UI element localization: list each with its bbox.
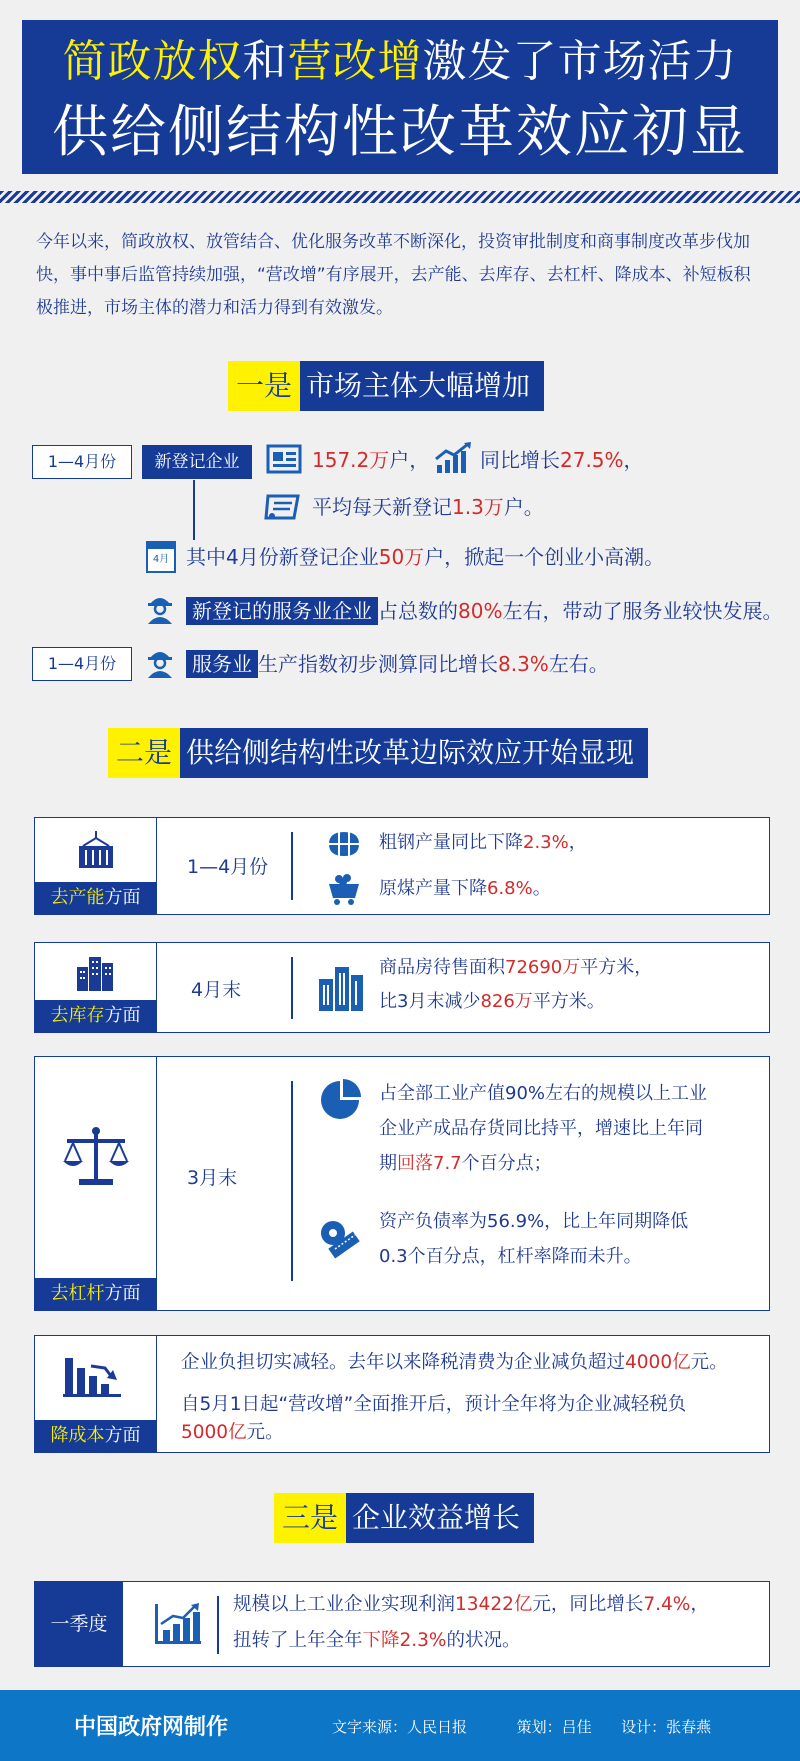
service-production-index [186,649,609,679]
service-value: 80% [458,599,503,623]
section1-number: 一是 [228,361,300,411]
decrease-prefix: 比3月末减少 [379,991,481,1012]
april-prefix: 其中4月份新登记企业 [186,545,379,569]
registration-count-value: 157.2万 [312,448,390,472]
inventory-line-1: 占全部工业产值90%左右的规模以上工业 [379,1083,708,1104]
cost-label-key: 降成本 [50,1425,105,1446]
p1-line3-suffix: 个百分点； [461,1153,552,1174]
leverage-box [34,1056,770,1311]
steel-prefix: 粗钢产量同比下降 [379,832,523,853]
april-value: 50万 [378,545,425,569]
inventory-left-panel [35,943,157,1032]
steel-output [379,828,587,858]
title-banner [22,20,778,174]
calendar-icon [146,541,176,573]
vat-reform-line: 自5月1日起“营改增”全面推开后，预计全年将为企业减轻税负 [181,1394,687,1415]
april-registration [186,542,664,572]
title-line-2: 供给侧结构性改革效应初显 [52,100,748,165]
connector-line [193,480,195,540]
profit-box [34,1581,770,1667]
growth-label: 同比增长 [480,448,560,472]
id-card-icon [266,444,302,474]
cost-box [34,1335,770,1453]
cost-line1-suffix: 元。 [690,1352,728,1373]
gauge-ruler-icon [319,1217,361,1259]
capacity-time: 1—4月份 [187,856,269,878]
reversal-prefix: 扭转了上年全年 [233,1630,363,1651]
growth-end: ， [623,448,644,472]
steel-icon [327,830,361,858]
apartment-icon [317,965,365,1011]
service2-highlight: 服务业 [186,650,258,678]
growth-chart-icon [434,441,474,475]
calendar-month: 4月 [152,554,170,565]
daily-prefix: 平均每天新登记 [312,495,452,519]
pie-chart-icon [319,1079,361,1121]
title-highlight-2: 营改增 [287,36,423,87]
leverage-time: 3月末 [187,1167,238,1189]
daily-registration [312,492,544,522]
coal-value: 6.8% [487,878,533,899]
profit-divider [217,1596,219,1654]
cost-label-suffix: 方面 [104,1425,141,1446]
service-prefix: 占总数的 [378,599,458,623]
footer-planner: 策划：吕佳 [516,1718,592,1736]
section2-title: 供给侧结构性改革边际效应开始显现 [180,728,648,778]
footer [0,1690,800,1761]
service-suffix: 左右，带动了服务业较快发展。 [502,599,783,623]
coal-prefix: 原煤产量下降 [379,878,487,899]
leverage-label-key: 去杠杆 [50,1283,105,1304]
container-icon [75,830,117,872]
service2-value: 8.3% [498,652,549,676]
debt-ratio-line-1: 资产负债率为56.9%，比上年同期降低 [379,1211,689,1232]
certificate-icon [264,492,302,522]
service2-suffix: 左右。 [548,652,609,676]
capacity-label-suffix: 方面 [104,887,141,908]
decrease-value: 826万 [480,991,533,1012]
leverage-left-panel [35,1057,157,1310]
steel-suffix: ， [568,832,587,853]
period-tag-2: 1—4月份 [32,647,132,681]
profit-prefix: 规模以上工业企业实现利润 [233,1594,456,1615]
intro-paragraph: 今年以来，简政放权、放管结合、优化服务改革不断深化，投资审批制度和商事制度改革步伐加快，事中事后监管持续加强，“营改增”有序展开，去产能、去库存、去杠杆、降成本、补短板积极推进，市场主体的潜力和活力得到有效激发。 [36,232,751,318]
leverage-divider [291,1081,293,1281]
capacity-left-panel [35,818,157,914]
stripe-divider [0,191,800,203]
inventory-divider [291,957,293,1019]
balance-scale-icon [61,1127,131,1189]
profit-line-2 [233,1626,521,1656]
title-line-1 [22,32,778,92]
registration-count [312,445,429,475]
leverage-label-suffix: 方面 [104,1283,141,1304]
housing-decrease [379,987,605,1017]
service2-prefix: 生产指数初步测算同比增长 [258,652,498,676]
new-registration-tag: 新登记企业 [142,445,252,479]
tax-relief-line [181,1348,728,1378]
worker-icon [144,646,176,678]
inventory-time: 4月末 [191,979,242,1001]
coal-suffix: 。 [532,878,551,899]
daily-value: 1.3万 [452,495,504,519]
service-highlight: 新登记的服务业企业 [186,597,378,625]
daily-unit: 户。 [503,495,544,519]
profit-chart-icon [153,1602,203,1646]
decrease-suffix: 平方米。 [532,991,605,1012]
profit-suffix: ， [690,1594,709,1615]
housing-area [379,953,652,983]
housing-suffix: 平方米， [580,957,653,978]
cost-line3-value: 5000亿 [181,1422,247,1443]
capacity-label [35,882,156,914]
vat-reform-amount [181,1418,284,1448]
inventory-line-3 [379,1149,552,1179]
decline-chart-icon [61,1354,123,1398]
title-highlight-1: 简政放权 [62,36,243,87]
period-tag: 1—4月份 [32,445,132,479]
inventory-label-key: 去库存 [50,1005,105,1026]
profit-growth: 7.4% [643,1594,691,1615]
inventory-label [35,1000,156,1032]
inventory-box [34,942,770,1033]
section3-title: 企业效益增长 [346,1493,534,1543]
profit-period: 一季度 [35,1582,123,1666]
footer-credits [332,1716,711,1737]
debt-ratio-line-2: 0.3个百分点，杠杆率降而未升。 [379,1246,642,1267]
cost-label [35,1420,156,1452]
coal-cart-icon [327,872,361,906]
buildings-icon [75,953,115,991]
footer-brand: 中国政府网制作 [74,1715,229,1740]
housing-prefix: 商品房待售面积 [379,957,505,978]
steel-value: 2.3% [523,832,569,853]
service-registration [186,596,782,626]
profit-line-1 [233,1590,709,1620]
profit-value: 13422亿 [455,1594,533,1615]
cost-left-panel [35,1336,157,1452]
footer-designer: 设计：张春燕 [621,1718,712,1736]
reversal-value: 下降2.3% [362,1630,447,1651]
capacity-box [34,817,770,915]
inventory-line-2: 企业产成品存货同比持平，增速比上年同 [379,1118,703,1139]
p1-line3-prefix: 期 [379,1153,397,1174]
section1-title: 市场主体大幅增加 [300,361,544,411]
section3-heading [274,1493,534,1543]
april-suffix: 户，掀起一个创业小高潮。 [424,545,665,569]
cost-line1-prefix: 企业负担切实减轻。去年以来降税清费为企业减负超过 [181,1352,626,1373]
worker-icon [144,592,176,624]
housing-value: 72690万 [505,957,581,978]
growth-value: 27.5% [560,448,624,472]
registration-count-unit: 户， [389,448,430,472]
reversal-suffix: 的状况。 [446,1630,521,1651]
section2-heading [108,728,648,778]
section3-number: 三是 [274,1493,346,1543]
section1-heading [228,361,544,411]
p1-line3-value: 回落7.7 [397,1153,462,1174]
capacity-label-key: 去产能 [50,887,105,908]
cost-line3-suffix: 元。 [246,1422,284,1443]
title-text-2: 激发了市场活力 [422,36,738,87]
registration-growth [480,445,644,475]
section2-number: 二是 [108,728,180,778]
title-text-1: 和 [242,36,288,87]
footer-source: 文字来源：人民日报 [332,1718,468,1736]
cost-line1-value: 4000亿 [625,1352,691,1373]
capacity-divider [291,832,293,900]
profit-mid: 元，同比增长 [532,1594,644,1615]
inventory-label-suffix: 方面 [104,1005,141,1026]
coal-output [379,874,551,904]
leverage-label [35,1278,156,1310]
